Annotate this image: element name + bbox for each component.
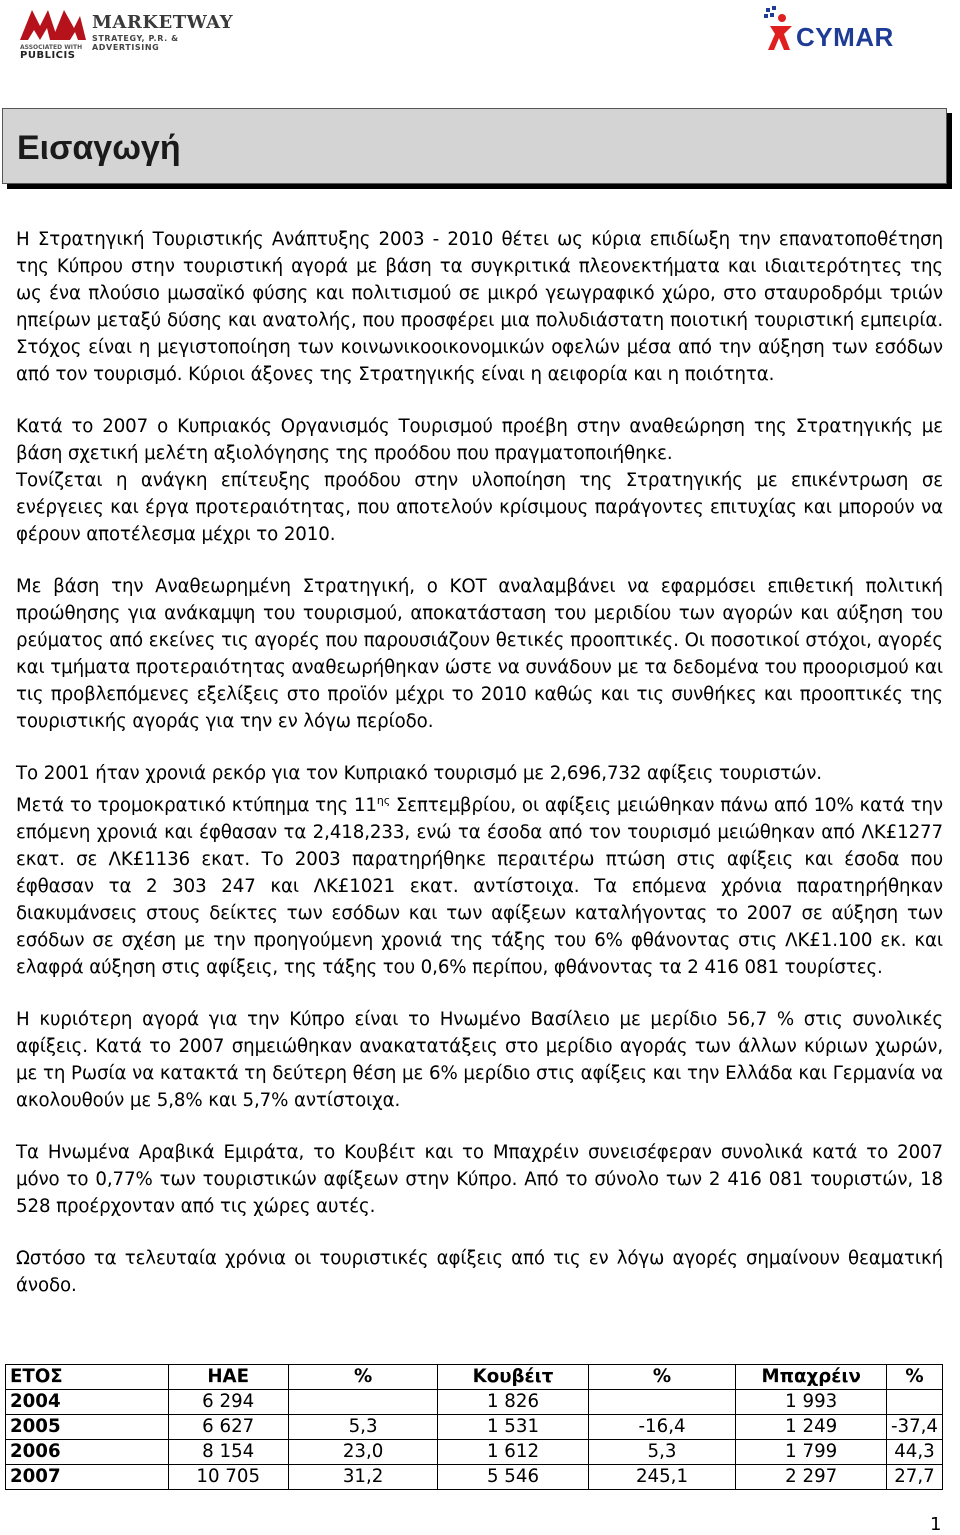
marketway-name: MARKETWAY — [92, 12, 234, 33]
table-cell: 2006 — [6, 1440, 169, 1465]
col-header: ΗΑΕ — [168, 1365, 288, 1390]
table-header-row — [6, 1365, 943, 1390]
table-cell — [588, 1390, 736, 1415]
table-cell — [886, 1390, 942, 1415]
table-cell: 6 294 — [168, 1390, 288, 1415]
cymar-name: CYMAR — [796, 22, 894, 52]
table-cell: 1 612 — [438, 1440, 588, 1465]
paragraph: Με βάση την Αναθεωρημένη Στρατηγική, ο ΚΟΤ αναλαμβάνει να εφαρμόσει επιθετική πολιτική προώθησης για ανάκαμψη του τουρισμού, αποκατάσταση του μεριδίου των αγορών και αύξηση του ρεύματος από εκείνες τις αγορές που παρουσιάζουν θετικές προοπτικές. Οι ποσοτικοί στόχοι, αγορές και τμήματα προτεραιότητας αναθεωρήθηκαν ώστε να συνάδουν με τα δεδομένα του προορισμού και τις προβλεπόμενες εξελίξεις στο προϊόν μέχρι το 2010 καθώς και τις συνθήκες και προοπτικές της τουριστικής αγοράς για την εν λόγω περίοδο. — [16, 576, 943, 732]
table-row — [6, 1465, 943, 1490]
table-cell — [288, 1390, 438, 1415]
page-header — [0, 0, 960, 70]
paragraph — [16, 787, 943, 981]
document-body — [16, 226, 943, 1324]
col-header: ΕΤΟΣ — [6, 1365, 169, 1390]
table-cell: 44,3 — [886, 1440, 942, 1465]
table-cell: 1 799 — [736, 1440, 887, 1465]
col-header: % — [288, 1365, 438, 1390]
sept-text-before: Μετά το τρομοκρατικό κτύπημα της 11 — [16, 795, 377, 817]
paragraph: Κατά το 2007 ο Κυπριακός Οργανισμός Τουρισμού προέβη στην αναθεώρηση της Στρατηγικής με βάση σχετική μελέτη αξιολόγησης της προόδου που πραγματοποιήθηκε. — [16, 416, 943, 464]
section-title-box — [2, 108, 947, 184]
table-cell: 31,2 — [288, 1465, 438, 1490]
paragraph: Ωστόσο τα τελευταία χρόνια οι τουριστικές αφίξεις από τις εν λόγω αγορές σημαίνουν θεαματική άνοδο. — [16, 1248, 943, 1297]
table-cell: 2 297 — [736, 1465, 887, 1490]
arrivals-table — [5, 1364, 943, 1490]
table-cell: 245,1 — [588, 1465, 736, 1490]
paragraph-continuation: Το 2003 παρατηρήθηκε περαιτέρω πτώση στις αφίξεις και έσοδα που έφθασαν τα 2 303 247 και ΛΚ£1021 εκατ. αντίστοιχα. Τα επόμενα χρόνια παρατηρήθηκαν διακυμάνσεις στους δείκτες των εσόδων και των αφίξεων καταλήγοντας το 2007 σε αύξηση των εσόδων σε σχέση με την προηγούμενη χρονιά της τάξης του 6% φθάνοντας στις ΛΚ£1.100 εκ. και ελαφρά αύξηση στις αφίξεις, της τάξης του 0,6% περίπου, φθάνοντας τα 2 416 081 τουρίστες. — [16, 849, 943, 979]
table-cell: 5,3 — [588, 1440, 736, 1465]
publics-association: ASSOCIATED WITH PUBLICIS — [20, 44, 83, 61]
table-row — [6, 1415, 943, 1440]
paragraph: Το 2001 ήταν χρονιά ρεκόρ για τον Κυπριακό τουρισμό με 2,696,732 αφίξεις τουριστών. — [16, 763, 822, 784]
table-cell: 23,0 — [288, 1440, 438, 1465]
col-header: % — [886, 1365, 942, 1390]
sept-text-after: Σεπτεμβρίου, οι αφίξεις μειώθηκαν πάνω από 10% κατά την επόμενη χρονιά και έφθασαν τα 2,418,233, ενώ τα έσοδα από τον τουρισμό μειώθηκαν από ΛΚ£1277 εκατ. σε ΛΚ£1136 εκατ. — [16, 795, 943, 871]
marketway-tagline: STRATEGY, P.R. & ADVERTISING — [92, 34, 179, 52]
paragraph: Η κυριότερη αγορά για την Κύπρο είναι το Ηνωμένο Βασίλειο με μερίδιο 56,7 % στις συνολικές αφίξεις. Κατά το 2007 σημειώθηκαν ανακατατάξεις στο μερίδιο αγοράς των άλλων κύριων χωρών, με τη Ρωσία να κατακτά τη δεύτερη θέση με 6% μερίδιο στις αφίξεις και την Ελλάδα και Γερμανία να ακολουθούν με 5,8% και 5,7% αντίστοιχα. — [16, 1009, 943, 1112]
table-cell: 2007 — [6, 1465, 169, 1490]
paragraph: Η Στρατηγική Τουριστικής Ανάπτυξης 2003 - 2010 θέτει ως κύρια επιδίωξη την επανατοποθέτηση της Κύπρου στην τουριστική αγορά με βάση τα συγκριτικά πλεονεκτήματα και ιδιαιτερότητες της ως ένα πλούσιο μωσαϊκό φύσης και πολιτισμού σε μικρό γεωγραφικό χώρο, στο σταυροδρόμι τριών ηπείρων μεταξύ δύσης και ανατολής, που προσφέρει μια πολυδιάστατη ποιοτική τουριστική εμπειρία. Στόχος είναι η μεγιστοποίηση των κοινωνικοοικονομικών οφελών μέσα από την αύξηση των εσόδων από τον τουρισμό. Κύριοι άξονες της Στρατηγικής είναι η αειφορία και η ποιότητα. — [16, 229, 943, 385]
page-number: 1 — [930, 1514, 942, 1535]
table-cell: 2005 — [6, 1415, 169, 1440]
table-row — [6, 1440, 943, 1465]
table-cell: -16,4 — [588, 1415, 736, 1440]
col-header: Κουβέιτ — [438, 1365, 588, 1390]
table-row — [6, 1390, 943, 1415]
table-cell: 2004 — [6, 1390, 169, 1415]
paragraph: Τονίζεται η ανάγκη επίτευξης προόδου στην υλοποίηση της Στρατηγικής με επικέντρωση σε ενέργειες και έργα προτεραιότητας, που αποτελούν κρίσιμους παράγοντες επιτυχίας και μπορούν να φέρουν αποτέλεσμα μέχρι το 2010. — [16, 470, 943, 545]
col-header: Μπαχρέιν — [736, 1365, 887, 1390]
sept-superscript: ης — [376, 794, 391, 807]
paragraph: Τα Ηνωμένα Αραβικά Εμιράτα, το Κουβέιτ και το Μπαχρέιν συνεισέφεραν συνολικά κατά το 2007 μόνο το 0,77% των τουριστικών αφίξεων στην Κύπρο. Από το σύνολο των 2 416 081 τουριστών, 18 528 προέρχονταν από τις χώρες αυτές. — [16, 1142, 943, 1218]
table-cell: 10 705 — [168, 1465, 288, 1490]
table-cell: 1 531 — [438, 1415, 588, 1440]
table-cell: 8 154 — [168, 1440, 288, 1465]
table-cell: -37,4 — [886, 1415, 942, 1440]
table-cell: 5 546 — [438, 1465, 588, 1490]
table-cell: 1 249 — [736, 1415, 887, 1440]
table-cell: 1 993 — [736, 1390, 887, 1415]
marketway-mark-icon — [18, 6, 88, 42]
table-cell: 1 826 — [438, 1390, 588, 1415]
cymar-figure-icon — [762, 6, 796, 52]
section-title: Εισαγωγή — [17, 129, 181, 167]
table-cell: 5,3 — [288, 1415, 438, 1440]
cymar-logo — [762, 6, 902, 56]
table-cell: 27,7 — [886, 1465, 942, 1490]
table-cell: 6 627 — [168, 1415, 288, 1440]
col-header: % — [588, 1365, 736, 1390]
marketway-logo — [18, 6, 238, 62]
